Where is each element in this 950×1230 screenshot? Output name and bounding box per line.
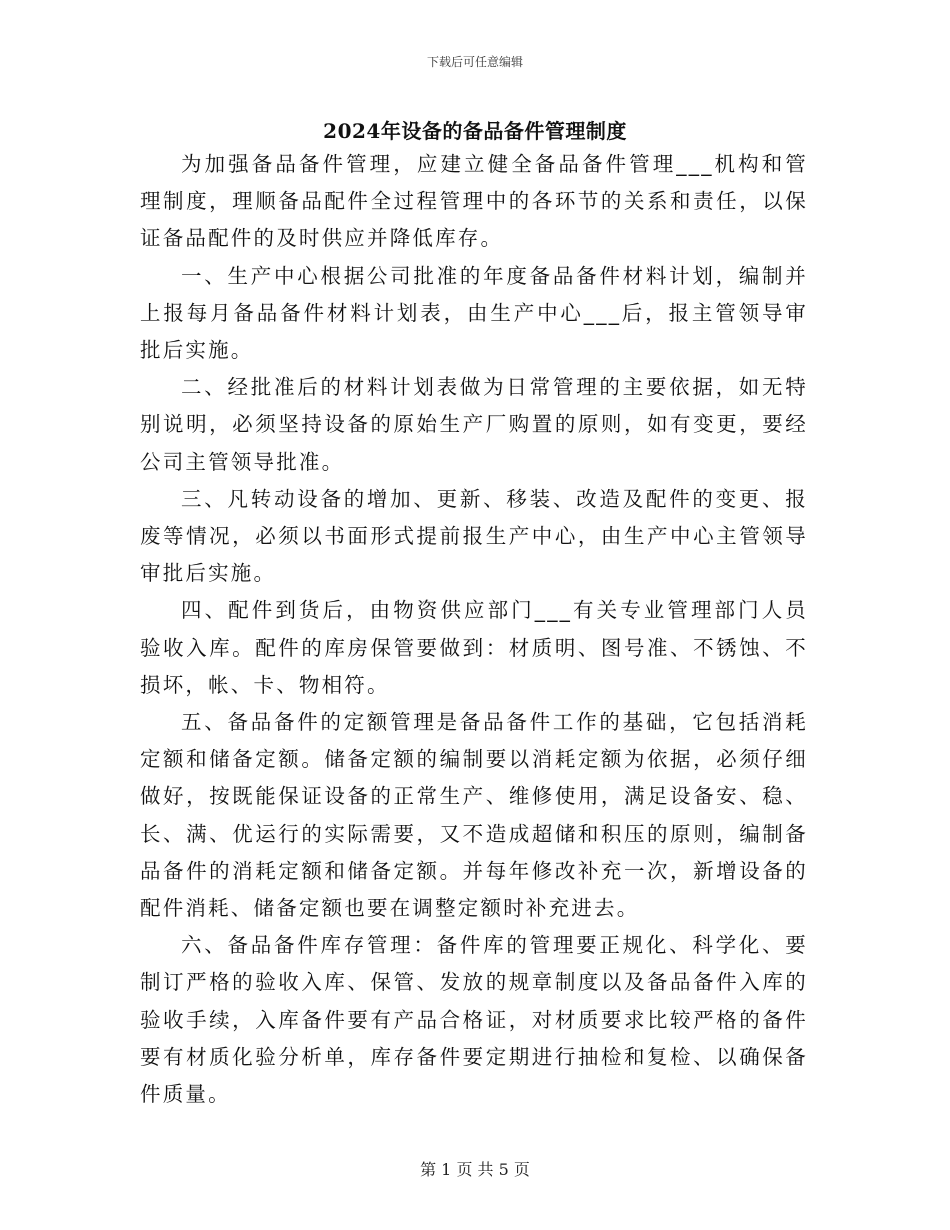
paragraph-intro: 为加强备品备件管理，应建立健全备品备件管理___机构和管理制度，理顺备品配件全过程管理中的各环节的关系和责任，以保证备品配件的及时供应并降低库存。 [140, 152, 808, 251]
paragraph-6: 六、备品备件库存管理：备件库的管理要正规化、科学化、要制订严格的验收入库、保管、发放的规章制度以及备品备件入库的验收手续，入库备件要有产品合格证，对材质要求比较严格的备件要有材质化验分析单，库存备件要定期进行抽检和复检、以确保备件质量。 [140, 933, 808, 1107]
page-number-footer: 第 1 页 共 5 页 [420, 1160, 530, 1179]
document-body [140, 146, 808, 1113]
document-title: 2024年设备的备品备件管理制度 [323, 119, 627, 143]
page-header-note: 下载后可任意编辑 [426, 55, 523, 69]
paragraph-3: 三、凡转动设备的增加、更新、移装、改造及配件的变更、报废等情况，必须以书面形式提前报生产中心，由生产中心主管领导审批后实施。 [140, 486, 808, 586]
paragraph-1: 一、生产中心根据公司批准的年度备品备件材料计划，编制并上报每月备品备件材料计划表，由生产中心___后，报主管领导审批后实施。 [140, 263, 808, 363]
paragraph-4: 四、配件到货后，由物资供应部门___有关专业管理部门人员验收入库。配件的库房保管要做到：材质明、图号准、不锈蚀、不损坏，帐、卡、物相符。 [140, 598, 808, 697]
paragraph-2: 二、经批准后的材料计划表做为日常管理的主要依据，如无特别说明，必须坚持设备的原始生产厂购置的原则，如有变更，要经公司主管领导批准。 [140, 375, 808, 474]
paragraph-5: 五、备品备件的定额管理是备品备件工作的基础，它包括消耗定额和储备定额。储备定额的编制要以消耗定额为依据，必须仔细做好，按既能保证设备的正常生产、维修使用，满足设备安、稳、长、满、优运行的实际需要，又不造成超储和积压的原则，编制备品备件的消耗定额和储备定额。并每年修改补充一次，新增设备的配件消耗、储备定额也要在调整定额时补充进去。 [140, 710, 808, 921]
